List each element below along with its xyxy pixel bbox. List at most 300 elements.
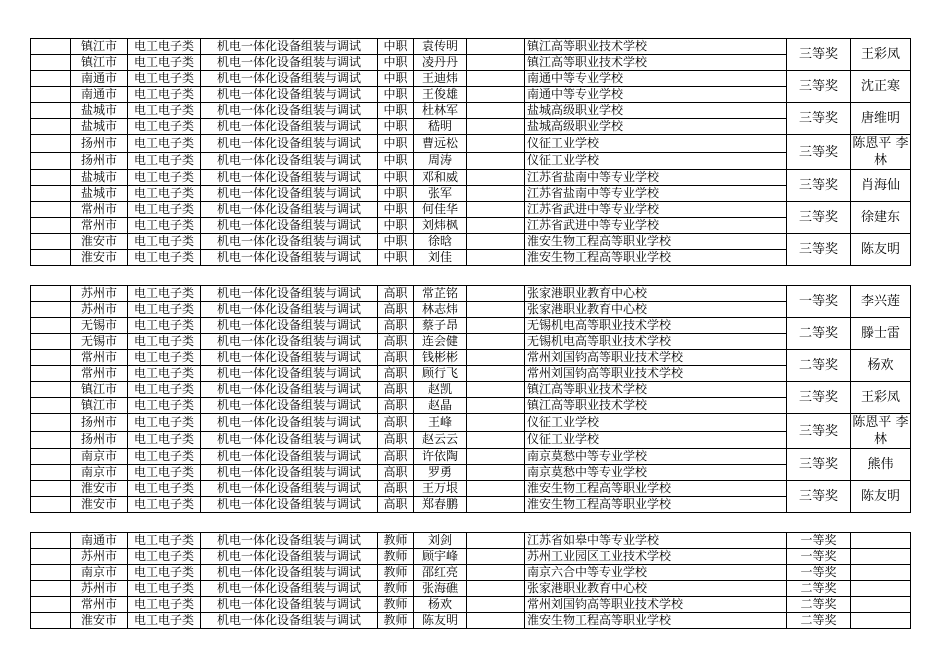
table-row [31,286,911,302]
level-cell: 中职 [378,152,414,170]
coach-cell [851,549,911,565]
event-cell: 机电一体化设备组装与调试 [201,103,378,119]
event-cell: 机电一体化设备组装与调试 [201,533,378,549]
table-row [31,55,911,71]
event-cell: 机电一体化设备组装与调试 [201,613,378,629]
table-row [31,186,911,202]
index-cell [31,549,71,565]
city-cell: 扬州市 [71,135,128,153]
category-cell: 电工电子类 [128,250,201,266]
event-cell: 机电一体化设备组装与调试 [201,250,378,266]
award-cell: 二等奖 [787,318,851,350]
event-cell: 机电一体化设备组装与调试 [201,597,378,613]
blank-cell [467,366,525,382]
blank-cell [467,481,525,497]
blank-cell [467,286,525,302]
event-cell: 机电一体化设备组装与调试 [201,135,378,153]
name-cell: 顾宇峰 [414,549,467,565]
table-row [31,366,911,382]
school-cell: 常州刘国钧高等职业技术学校 [525,366,787,382]
city-cell: 扬州市 [71,414,128,432]
city-cell: 南京市 [71,465,128,481]
table-row [31,71,911,87]
city-cell: 无锡市 [71,334,128,350]
table-body [31,533,911,629]
name-cell: 何佳华 [414,202,467,218]
event-cell: 机电一体化设备组装与调试 [201,549,378,565]
index-cell [31,103,71,119]
award-cell: 三等奖 [787,449,851,481]
coach-cell [851,533,911,549]
index-cell [31,71,71,87]
table-row [31,250,911,266]
level-cell: 中职 [378,202,414,218]
table-row [31,152,911,170]
blank-cell [467,549,525,565]
event-cell: 机电一体化设备组装与调试 [201,481,378,497]
table-row [31,39,911,55]
award-cell: 二等奖 [787,613,851,629]
name-cell: 张海礁 [414,581,467,597]
blank-cell [467,250,525,266]
school-cell: 南京莫愁中等专业学校 [525,465,787,481]
name-cell: 王俊雄 [414,87,467,103]
event-cell: 机电一体化设备组装与调试 [201,119,378,135]
table-row [31,202,911,218]
name-cell: 刘炜枫 [414,218,467,234]
index-cell [31,334,71,350]
coach-cell: 沈正寒 [851,71,911,103]
award-cell: 三等奖 [787,103,851,135]
index-cell [31,202,71,218]
level-cell: 中职 [378,39,414,55]
results-table-secondary-vocational [30,38,911,266]
name-cell: 邓和威 [414,170,467,186]
city-cell: 南京市 [71,565,128,581]
school-cell: 江苏省如皋中等专业学校 [525,533,787,549]
category-cell: 电工电子类 [128,334,201,350]
level-cell: 中职 [378,170,414,186]
level-cell: 教师 [378,533,414,549]
table-row [31,334,911,350]
city-cell: 淮安市 [71,613,128,629]
school-cell: 江苏省盐南中等专业学校 [525,170,787,186]
level-cell: 高职 [378,414,414,432]
blank-cell [467,350,525,366]
event-cell: 机电一体化设备组装与调试 [201,202,378,218]
school-cell: 无锡机电高等职业技术学校 [525,318,787,334]
category-cell: 电工电子类 [128,186,201,202]
coach-cell [851,613,911,629]
event-cell: 机电一体化设备组装与调试 [201,366,378,382]
award-cell: 二等奖 [787,597,851,613]
level-cell: 高职 [378,431,414,449]
index-cell [31,533,71,549]
event-cell: 机电一体化设备组装与调试 [201,71,378,87]
name-cell: 顾行飞 [414,366,467,382]
school-cell: 常州刘国钧高等职业技术学校 [525,597,787,613]
blank-cell [467,613,525,629]
school-cell: 镇江高等职业技术学校 [525,398,787,414]
city-cell: 苏州市 [71,581,128,597]
name-cell: 罗勇 [414,465,467,481]
coach-cell: 唐维明 [851,103,911,135]
index-cell [31,581,71,597]
table-row [31,398,911,414]
table-row [31,581,911,597]
level-cell: 中职 [378,234,414,250]
city-cell: 盐城市 [71,119,128,135]
name-cell: 邵红亮 [414,565,467,581]
category-cell: 电工电子类 [128,533,201,549]
category-cell: 电工电子类 [128,152,201,170]
city-cell: 淮安市 [71,481,128,497]
event-cell: 机电一体化设备组装与调试 [201,186,378,202]
city-cell: 镇江市 [71,398,128,414]
name-cell: 赵凯 [414,382,467,398]
blank-cell [467,414,525,432]
table-row [31,318,911,334]
index-cell [31,218,71,234]
category-cell: 电工电子类 [128,398,201,414]
coach-cell: 肖海仙 [851,170,911,202]
blank-cell [467,87,525,103]
school-cell: 淮安生物工程高等职业学校 [525,613,787,629]
category-cell: 电工电子类 [128,449,201,465]
school-cell: 淮安生物工程高等职业学校 [525,250,787,266]
city-cell: 南通市 [71,533,128,549]
city-cell: 盐城市 [71,103,128,119]
school-cell: 南通中等专业学校 [525,71,787,87]
blank-cell [467,334,525,350]
school-cell: 仪征工业学校 [525,414,787,432]
category-cell: 电工电子类 [128,302,201,318]
school-cell: 镇江高等职业技术学校 [525,382,787,398]
level-cell: 高职 [378,382,414,398]
event-cell: 机电一体化设备组装与调试 [201,87,378,103]
city-cell: 扬州市 [71,431,128,449]
level-cell: 高职 [378,449,414,465]
level-cell: 教师 [378,597,414,613]
category-cell: 电工电子类 [128,39,201,55]
name-cell: 陈友明 [414,613,467,629]
table-row [31,382,911,398]
event-cell: 机电一体化设备组装与调试 [201,318,378,334]
category-cell: 电工电子类 [128,71,201,87]
blank-cell [467,152,525,170]
event-cell: 机电一体化设备组装与调试 [201,449,378,465]
school-cell: 苏州工业园区工业技术学校 [525,549,787,565]
level-cell: 教师 [378,565,414,581]
coach-cell: 杨欢 [851,350,911,382]
city-cell: 无锡市 [71,318,128,334]
category-cell: 电工电子类 [128,119,201,135]
category-cell: 电工电子类 [128,549,201,565]
award-cell: 三等奖 [787,39,851,71]
event-cell: 机电一体化设备组装与调试 [201,565,378,581]
index-cell [31,318,71,334]
index-cell [31,382,71,398]
index-cell [31,414,71,432]
category-cell: 电工电子类 [128,350,201,366]
level-cell: 中职 [378,103,414,119]
name-cell: 曹远松 [414,135,467,153]
coach-cell: 滕士雷 [851,318,911,350]
table-row [31,565,911,581]
name-cell: 连会健 [414,334,467,350]
name-cell: 钱彬彬 [414,350,467,366]
school-cell: 淮安生物工程高等职业学校 [525,497,787,513]
event-cell: 机电一体化设备组装与调试 [201,39,378,55]
coach-cell: 陈恩平 李林 [852,136,909,168]
name-cell: 袁传明 [414,39,467,55]
blank-cell [467,318,525,334]
index-cell [31,302,71,318]
blank-cell [467,170,525,186]
name-cell: 杨欢 [414,597,467,613]
index-cell [31,286,71,302]
index-cell [31,449,71,465]
award-cell: 一等奖 [787,533,851,549]
blank-cell [467,465,525,481]
school-cell: 镇江高等职业技术学校 [525,55,787,71]
results-table-teachers [30,532,911,629]
category-cell: 电工电子类 [128,613,201,629]
city-cell: 苏州市 [71,286,128,302]
school-cell: 江苏省盐南中等专业学校 [525,186,787,202]
award-cell: 三等奖 [787,382,851,414]
city-cell: 南京市 [71,449,128,465]
city-cell: 常州市 [71,202,128,218]
city-cell: 常州市 [71,597,128,613]
school-cell: 仪征工业学校 [525,431,787,449]
index-cell [31,87,71,103]
name-cell: 郑春鹏 [414,497,467,513]
name-cell: 嵇明 [414,119,467,135]
event-cell: 机电一体化设备组装与调试 [201,170,378,186]
index-cell [31,613,71,629]
blank-cell [467,449,525,465]
blank-cell [467,234,525,250]
school-cell: 张家港职业教育中心校 [525,286,787,302]
level-cell: 高职 [378,302,414,318]
table-row [31,350,911,366]
table-row [31,170,911,186]
category-cell: 电工电子类 [128,135,201,153]
blank-cell [467,398,525,414]
coach-cell: 陈友明 [851,481,911,513]
index-cell [31,39,71,55]
category-cell: 电工电子类 [128,382,201,398]
category-cell: 电工电子类 [128,497,201,513]
award-cell: 二等奖 [787,350,851,382]
category-cell: 电工电子类 [128,234,201,250]
blank-cell [467,39,525,55]
city-cell: 盐城市 [71,186,128,202]
results-table-higher-vocational [30,285,911,513]
city-cell: 盐城市 [71,170,128,186]
level-cell: 中职 [378,87,414,103]
name-cell: 王峰 [414,414,467,432]
blank-cell [467,202,525,218]
school-cell: 仪征工业学校 [525,135,787,153]
name-cell: 王迪炜 [414,71,467,87]
event-cell: 机电一体化设备组装与调试 [201,55,378,71]
level-cell: 高职 [378,497,414,513]
name-cell: 张军 [414,186,467,202]
name-cell: 蔡子昂 [414,318,467,334]
level-cell: 教师 [378,613,414,629]
index-cell [31,497,71,513]
school-cell: 江苏省武进中等专业学校 [525,218,787,234]
level-cell: 高职 [378,334,414,350]
index-cell [31,465,71,481]
event-cell: 机电一体化设备组装与调试 [201,431,378,449]
level-cell: 中职 [378,218,414,234]
coach-cell: 王彩凤 [851,39,911,71]
coach-cell: 徐建东 [851,202,911,234]
index-cell [31,152,71,170]
category-cell: 电工电子类 [128,170,201,186]
city-cell: 常州市 [71,218,128,234]
blank-cell [467,103,525,119]
event-cell: 机电一体化设备组装与调试 [201,382,378,398]
table-row [31,87,911,103]
award-cell: 三等奖 [787,202,851,234]
blank-cell [467,302,525,318]
name-cell: 林志炜 [414,302,467,318]
city-cell: 镇江市 [71,382,128,398]
table-row [31,449,911,465]
category-cell: 电工电子类 [128,414,201,432]
coach-cell [851,581,911,597]
level-cell: 高职 [378,398,414,414]
level-cell: 中职 [378,186,414,202]
coach-cell [851,565,911,581]
event-cell: 机电一体化设备组装与调试 [201,465,378,481]
blank-cell [467,382,525,398]
award-cell: 三等奖 [787,234,851,266]
level-cell: 中职 [378,119,414,135]
school-cell: 淮安生物工程高等职业学校 [525,481,787,497]
table-row [31,119,911,135]
table-row [31,533,911,549]
level-cell: 高职 [378,286,414,302]
blank-cell [467,218,525,234]
index-cell [31,250,71,266]
city-cell: 淮安市 [71,234,128,250]
level-cell: 中职 [378,55,414,71]
name-cell: 赵云云 [414,431,467,449]
coach-cell: 陈恩平 李林 [852,415,909,447]
category-cell: 电工电子类 [128,465,201,481]
city-cell: 苏州市 [71,549,128,565]
award-cell: 三等奖 [787,481,851,513]
category-cell: 电工电子类 [128,55,201,71]
index-cell [31,398,71,414]
blank-cell [467,581,525,597]
event-cell: 机电一体化设备组装与调试 [201,234,378,250]
name-cell: 刘佳 [414,250,467,266]
name-cell: 王万垠 [414,481,467,497]
event-cell: 机电一体化设备组装与调试 [201,286,378,302]
award-cell: 一等奖 [787,565,851,581]
school-cell: 南京六合中等专业学校 [525,565,787,581]
level-cell: 中职 [378,250,414,266]
level-cell: 教师 [378,581,414,597]
city-cell: 镇江市 [71,39,128,55]
index-cell [31,170,71,186]
school-cell: 张家港职业教育中心校 [525,581,787,597]
blank-cell [467,186,525,202]
category-cell: 电工电子类 [128,581,201,597]
school-cell: 盐城高级职业学校 [525,119,787,135]
table-row [31,135,911,153]
level-cell: 教师 [378,549,414,565]
school-cell: 南通中等专业学校 [525,87,787,103]
school-cell: 镇江高等职业技术学校 [525,39,787,55]
name-cell: 常芷铭 [414,286,467,302]
category-cell: 电工电子类 [128,565,201,581]
blank-cell [467,497,525,513]
category-cell: 电工电子类 [128,218,201,234]
level-cell: 中职 [378,71,414,87]
award-cell: 二等奖 [787,581,851,597]
blank-cell [467,55,525,71]
table-row [31,218,911,234]
city-cell: 淮安市 [71,497,128,513]
city-cell: 淮安市 [71,250,128,266]
category-cell: 电工电子类 [128,87,201,103]
school-cell: 江苏省武进中等专业学校 [525,202,787,218]
name-cell: 周涛 [414,152,467,170]
school-cell: 仪征工业学校 [525,152,787,170]
index-cell [31,350,71,366]
name-cell: 凌丹丹 [414,55,467,71]
table-row [31,549,911,565]
index-cell [31,565,71,581]
city-cell: 常州市 [71,350,128,366]
event-cell: 机电一体化设备组装与调试 [201,218,378,234]
school-cell: 南京莫愁中等专业学校 [525,449,787,465]
table-row [31,465,911,481]
event-cell: 机电一体化设备组装与调试 [201,398,378,414]
school-cell: 无锡机电高等职业技术学校 [525,334,787,350]
index-cell [31,55,71,71]
blank-cell [467,597,525,613]
event-cell: 机电一体化设备组装与调试 [201,302,378,318]
event-cell: 机电一体化设备组装与调试 [201,581,378,597]
award-cell: 三等奖 [787,71,851,103]
category-cell: 电工电子类 [128,431,201,449]
category-cell: 电工电子类 [128,286,201,302]
table-row [31,597,911,613]
category-cell: 电工电子类 [128,318,201,334]
coach-cell: 李兴莲 [851,286,911,318]
blank-cell [467,431,525,449]
city-cell: 苏州市 [71,302,128,318]
award-cell: 一等奖 [787,549,851,565]
table-row [31,431,911,449]
blank-cell [467,119,525,135]
blank-cell [467,533,525,549]
level-cell: 高职 [378,318,414,334]
name-cell: 赵晶 [414,398,467,414]
table-row [31,302,911,318]
level-cell: 高职 [378,481,414,497]
school-cell: 盐城高级职业学校 [525,103,787,119]
table-row [31,234,911,250]
